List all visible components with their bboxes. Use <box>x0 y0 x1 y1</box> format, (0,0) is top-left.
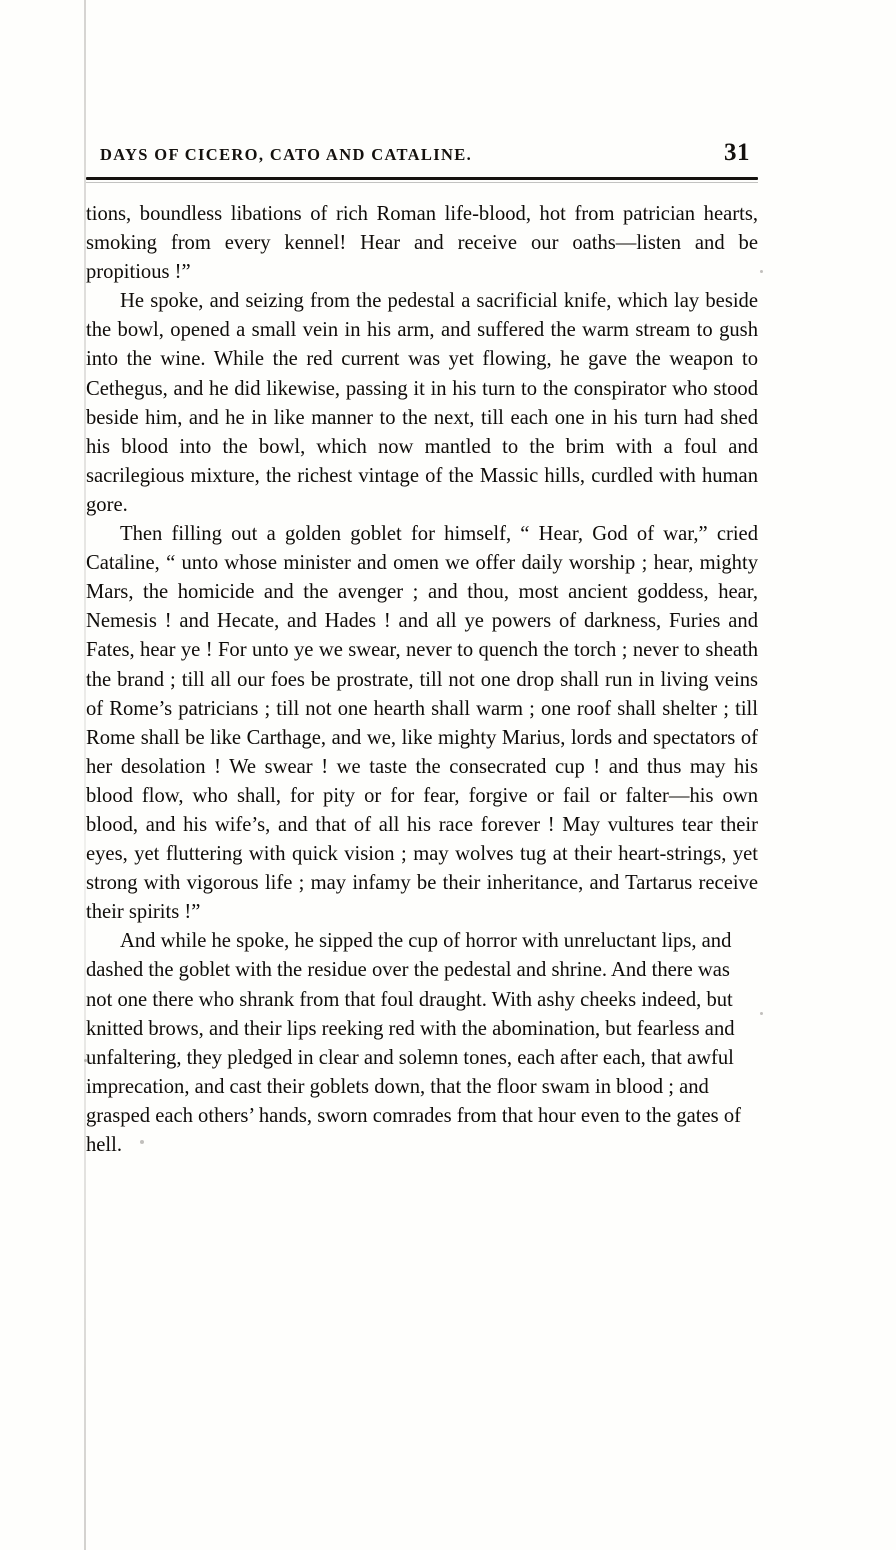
running-head-title: DAYS OF CICERO, CATO AND CATALINE. <box>100 145 473 164</box>
paragraph: And while he spoke, he sipped the cup of horror with unreluctant lips, and dashed the goblet with the residue over the pedestal and shrine. And there was not one there who shrank from that foul draught. With ashy cheeks indeed, but knitted brows, and their lips reeking red with the abomination, but fearless and unfaltering, they pledged in clear and solemn tones, each after each, that awful imprecation, and cast their goblets down, that the floor swam in blood ; and grasped each others’ hands, sworn comrades from that hour even to the gates of hell. <box>86 930 741 1156</box>
body-text <box>86 200 758 1160</box>
paragraph: tions, boundless libations of rich Roman life-blood, hot from patrician hearts, smoking from every kennel! Hear and receive our oaths—listen and be propitious !” <box>86 203 758 284</box>
header-rule-shadow <box>86 182 758 183</box>
scan-speck <box>84 1059 87 1062</box>
scan-speck <box>120 557 123 561</box>
scan-speck <box>140 1140 144 1144</box>
scan-speck <box>113 908 116 911</box>
paragraph: Then filling out a golden goblet for himself, “ Hear, God of war,” cried Cataline, “ unto whose minister and omen we offer daily worship ; hear, mighty Mars, the homicide and the avenger ; and thou, most ancient goddess, hear, Nemesis ! and Hecate, and Hades ! and all ye powers of darkness, Furies and Fates, hear ye ! For unto ye we swear, never to quench the torch ; never to sheath the brand ; till all our foes be prostrate, till not one drop shall run in living veins of Rome’s patricians ; till not one hearth shall warm ; one roof shall shelter ; till Rome shall be like Carthage, and we, like mighty Marius, lords and spectators of her desolation ! We swear ! we taste the consecrated cup ! and thus may his blood flow, who shall, for pity or for fear, forgive or fail or falter—his own blood, and his wife’s, and that of all his race forever ! May vultures tear their eyes, yet fluttering with quick vision ; may wolves tug at their heart-strings, yet strong with vigorous life ; may infamy be their inheritance, and Tartarus receive their spirits !” <box>86 523 758 924</box>
page-content <box>86 140 758 1160</box>
scan-speck <box>760 270 763 273</box>
paragraph: He spoke, and seizing from the pedestal a sacrificial knife, which lay beside the bowl, opened a small vein in his arm, and suffered the warm stream to gush into the wine. While the red current was yet flowing, he gave the weapon to Cethegus, and he did likewise, passing it in his turn to the conspirator who stood beside him, and he in like manner to the next, till each one in his turn had shed his blood into the bowl, which now mantled to the brim with a foul and sacrilegious mixture, the richest vintage of the Massic hills, curdled with human gore. <box>86 290 758 516</box>
page-number: 31 <box>724 139 750 166</box>
scan-speck <box>760 1012 763 1015</box>
header-rule <box>86 177 758 180</box>
running-head <box>86 140 758 165</box>
